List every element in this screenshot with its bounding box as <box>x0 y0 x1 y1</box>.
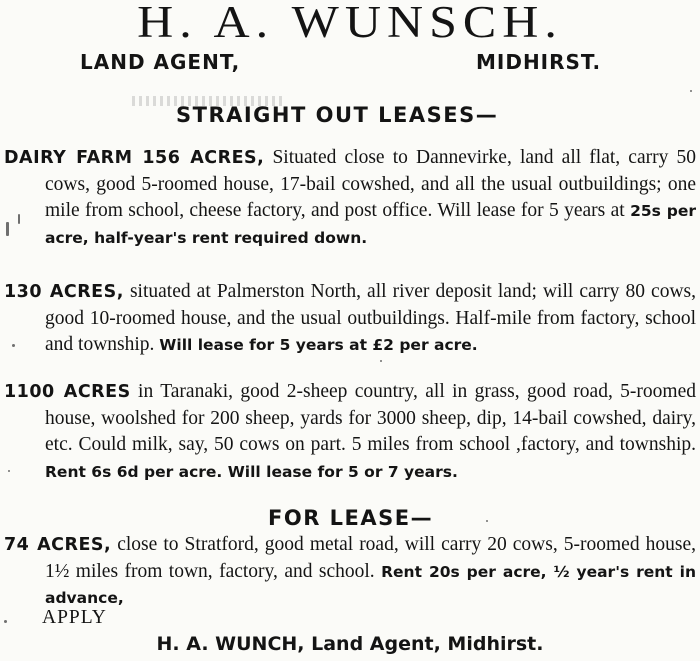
listing-lead: 130 ACRES, <box>4 282 124 302</box>
listing-lead: 1100 ACRES <box>4 382 131 402</box>
listing-terms: Will lease for 5 years at £2 per acre. <box>159 336 478 355</box>
print-speck <box>6 222 9 236</box>
print-speck <box>690 90 692 92</box>
listing-dairy-farm <box>4 145 696 251</box>
listing-body: Situated close to Dannevirke, land all flat, carry 50 cows, good 5-roomed house, 17-bail cowshed, and all the usual outbuildings; one mile from school, cheese factory, and post office. Will lease for 5 years at <box>45 147 696 222</box>
print-speck <box>12 344 15 347</box>
print-speck <box>486 520 488 522</box>
listing-body: situated at Palmerston North, all river deposit land; will carry 80 cows, good 10-roomed house, and the usual outbuildings. Half-mile from factory, school and township. <box>45 281 696 356</box>
print-speck <box>8 470 10 472</box>
print-speck <box>18 214 20 224</box>
section-heading-for-lease: FOR LEASE— <box>268 506 434 530</box>
listing-body: in Taranaki, good 2-sheep country, all in grass, good road, 5-roomed house, woolshed for 200 sheep, yards for 3000 sheep, dip, 14-bail cowshed, dairy, etc. Could milk, say, 50 cows on part. 5 miles from school ,factory, and township. <box>45 381 696 456</box>
print-speck <box>380 360 382 362</box>
listing-130-acres <box>4 279 696 359</box>
listing-lead: 74 ACRES, <box>4 535 112 555</box>
listing-terms: Rent 20s per acre, ½ year's rent in advance, <box>45 562 697 608</box>
listing-lead: DAIRY FARM 156 ACRES, <box>4 148 265 168</box>
location-subtitle: MIDHIRST. <box>476 50 602 74</box>
apply-label: APPLY <box>42 607 107 628</box>
listing-74-acres <box>4 532 696 612</box>
section-heading-straight-out-leases: STRAIGHT OUT LEASES— <box>176 103 499 127</box>
listing-1100-acres <box>4 379 696 485</box>
listing-terms: Rent 6s 6d per acre. Will lease for 5 or 7 years. <box>45 462 458 481</box>
agent-signature-line: H. A. WUNCH, Land Agent, Midhirst. <box>156 633 544 655</box>
advert-title: H. A. WUNSCH. <box>137 0 563 47</box>
print-speck <box>4 620 7 623</box>
land-agent-subtitle: LAND AGENT, <box>80 50 241 74</box>
listing-terms: 25s per acre, half-year's rent required down. <box>45 202 696 247</box>
listing-body: close to Stratford, good metal road, will carry 20 cows, 5-roomed house, 1½ miles from town, factory, and school. <box>45 534 696 582</box>
